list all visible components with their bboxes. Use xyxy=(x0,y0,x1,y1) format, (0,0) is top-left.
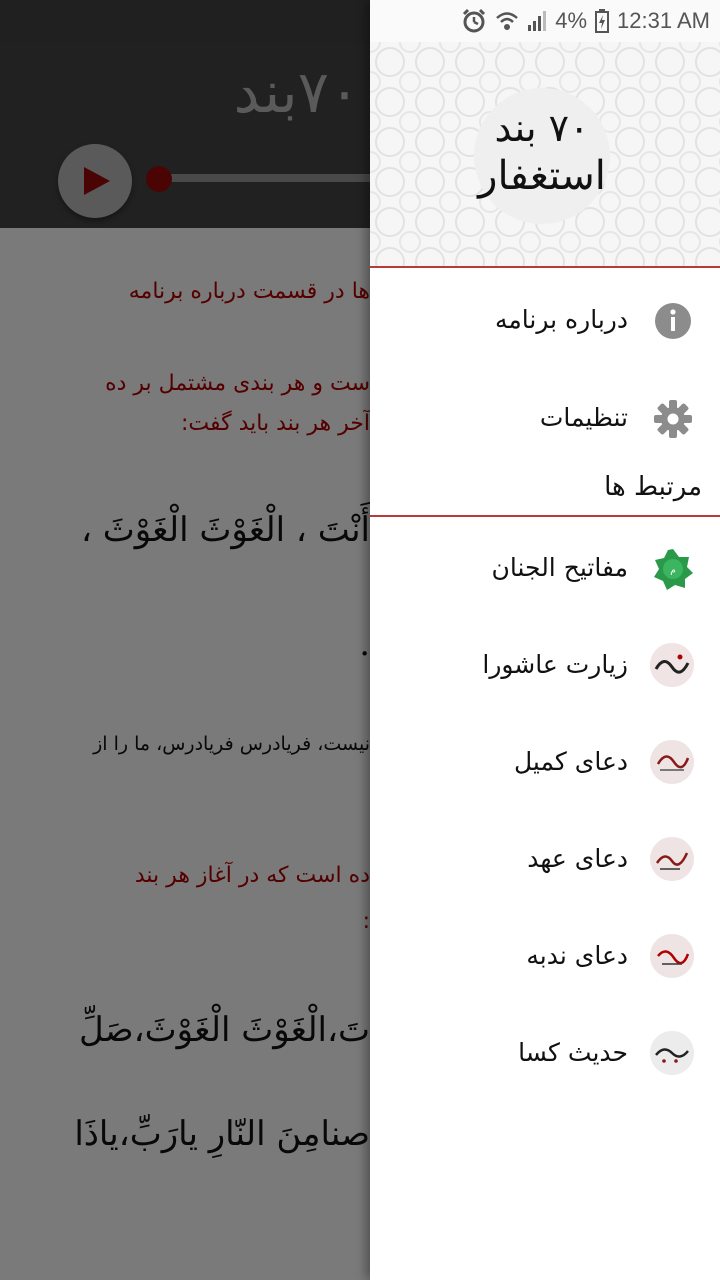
battery-icon xyxy=(595,9,609,33)
gear-icon xyxy=(652,398,694,440)
drawer-header xyxy=(370,42,720,268)
related-item-ashura[interactable] xyxy=(370,617,720,713)
logo-line-2: استغفار xyxy=(478,153,606,199)
mafatih-icon xyxy=(652,548,694,590)
menu-item-label: درباره برنامه xyxy=(494,305,628,334)
related-item-mafatih[interactable] xyxy=(370,520,720,616)
related-item-label: زیارت عاشورا xyxy=(482,650,628,679)
related-item-label: مفاتیح الجنان xyxy=(491,553,628,582)
clock: 12:31 AM xyxy=(617,8,710,33)
alarm-icon xyxy=(461,8,487,34)
ahd-icon xyxy=(650,837,694,881)
signal-icon xyxy=(527,10,547,32)
status-bar xyxy=(0,0,720,42)
related-item-label: حدیث کسا xyxy=(518,1038,628,1067)
related-section-title: مرتبط ها xyxy=(604,472,702,502)
related-item-label: دعای کمیل xyxy=(513,747,628,776)
related-item-nudba[interactable] xyxy=(370,908,720,1004)
kisa-icon xyxy=(650,1031,694,1075)
menu-item-settings[interactable] xyxy=(370,370,720,466)
app-logo xyxy=(474,88,610,224)
logo-line-1: ۷۰ بند xyxy=(494,106,590,150)
ashura-icon xyxy=(650,643,694,687)
battery-percent: 4% xyxy=(555,8,588,33)
related-item-label: دعای ندبه xyxy=(526,941,628,970)
svg-text:م: م xyxy=(670,566,676,576)
related-item-label: دعای عهد xyxy=(527,844,628,873)
kumayl-icon xyxy=(650,740,694,784)
section-divider xyxy=(370,515,720,517)
menu-item-about[interactable] xyxy=(370,272,720,368)
nudba-icon xyxy=(650,934,694,978)
navigation-drawer xyxy=(370,0,720,1280)
wifi-icon xyxy=(495,10,519,32)
related-item-kisa[interactable] xyxy=(370,1005,720,1101)
menu-item-label: تنظیمات xyxy=(539,403,628,432)
related-item-ahd[interactable] xyxy=(370,811,720,907)
info-icon xyxy=(652,300,694,342)
related-item-kumayl[interactable] xyxy=(370,714,720,810)
